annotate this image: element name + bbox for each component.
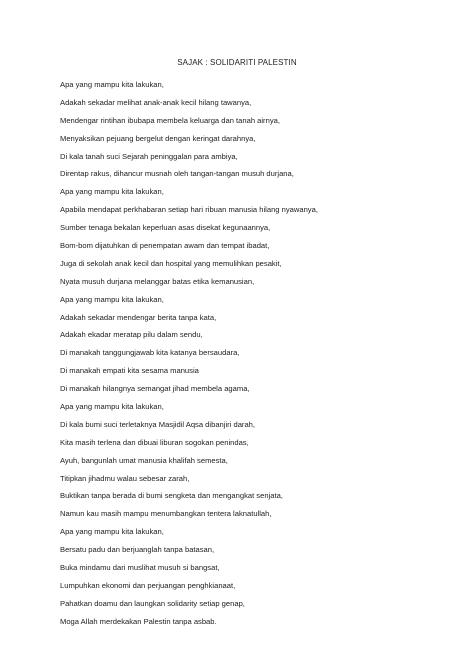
poem-line: Apa yang mampu kita lakukan,: [60, 294, 164, 304]
poem-line: Apabila mendapat perkhabaran setiap hari ribuan manusia hilang nyawanya,: [60, 205, 318, 215]
poem-line: Apa yang mampu kita lakukan,: [60, 187, 164, 197]
poem-line: Nyata musuh durjana melanggar batas etika kemanusian,: [60, 276, 255, 286]
poem-line: Namun kau masih mampu menumbangkan tentera laknatullah,: [60, 509, 272, 519]
poem-line: Moga Allah merdekakan Palestin tanpa asbab.: [60, 616, 217, 626]
poem-line: Kita masih terlena dan dibuai liburan sogokan penindas,: [60, 437, 249, 447]
poem-line: Buka mindamu dari muslihat musuh si bangsat,: [60, 563, 220, 573]
poem-title: SAJAK : SOLIDARITI PALESTIN: [177, 58, 297, 67]
poem-line: Bom-bom dijatuhkan di penempatan awam dan tempat ibadat,: [60, 241, 270, 251]
poem-line: Apa yang mampu kita lakukan,: [60, 527, 164, 537]
poem-line: Apa yang mampu kita lakukan,: [60, 80, 164, 89]
poem-line: Mendengar rintihan ibubapa membela keluarga dan tanah airnya,: [60, 115, 280, 125]
poem-line: Direntap rakus, dihancur musnah oleh tangan-tangan musuh durjana,: [60, 169, 294, 179]
poem-line: Di manakah hilangnya semangat jihad membela agama,: [60, 384, 250, 394]
poem-line: Buktikan tanpa berada di bumi sengketa dan mengangkat senjata,: [60, 491, 283, 501]
poem-line: Lumpuhkan ekonomi dan perjuangan penghkianaat,: [60, 580, 236, 590]
poem-line: Di kala bumi suci terletaknya Masjidil Aqsa dibanjiri darah,: [60, 419, 255, 429]
poem-line: Di manakah empati kita sesama manusia: [60, 366, 199, 376]
poem-line: Ayuh, bangunlah umat manusia khalifah semesta,: [60, 455, 228, 465]
poem-line: Menyaksikan pejuang bergelut dengan keringat darahnya,: [60, 133, 256, 143]
poem-line: Apa yang mampu kita lakukan,: [60, 402, 164, 412]
poem-line: Di manakah tanggungjawab kita katanya bersaudara,: [60, 348, 240, 358]
poem-line: Di kala tanah suci Sejarah peninggalan para ambiya,: [60, 151, 238, 161]
poem-line: Bersatu padu dan berjuanglah tanpa batasan,: [60, 545, 215, 555]
poem-line: Adakah sekadar melihat anak-anak kecil hilang tawanya,: [60, 97, 252, 107]
poem-body: [60, 80, 440, 635]
poem-line: Sumber tenaga bekalan keperluan asas disekat kegunaannya,: [60, 223, 271, 233]
poem-line: Adakah ekadar meratap pilu dalam sendu,: [60, 330, 203, 340]
poem-line: Pahatkan doamu dan laungkan solidarity setiap genap,: [60, 598, 245, 608]
poem-line: Juga di sekolah anak kecil dan hospital yang memulihkan pesakit,: [60, 258, 282, 268]
poem-line: Adakah sekadar mendengar berita tanpa kata,: [60, 312, 217, 322]
poem-line: Titipkan jihadmu walau sebesar zarah,: [60, 473, 190, 483]
